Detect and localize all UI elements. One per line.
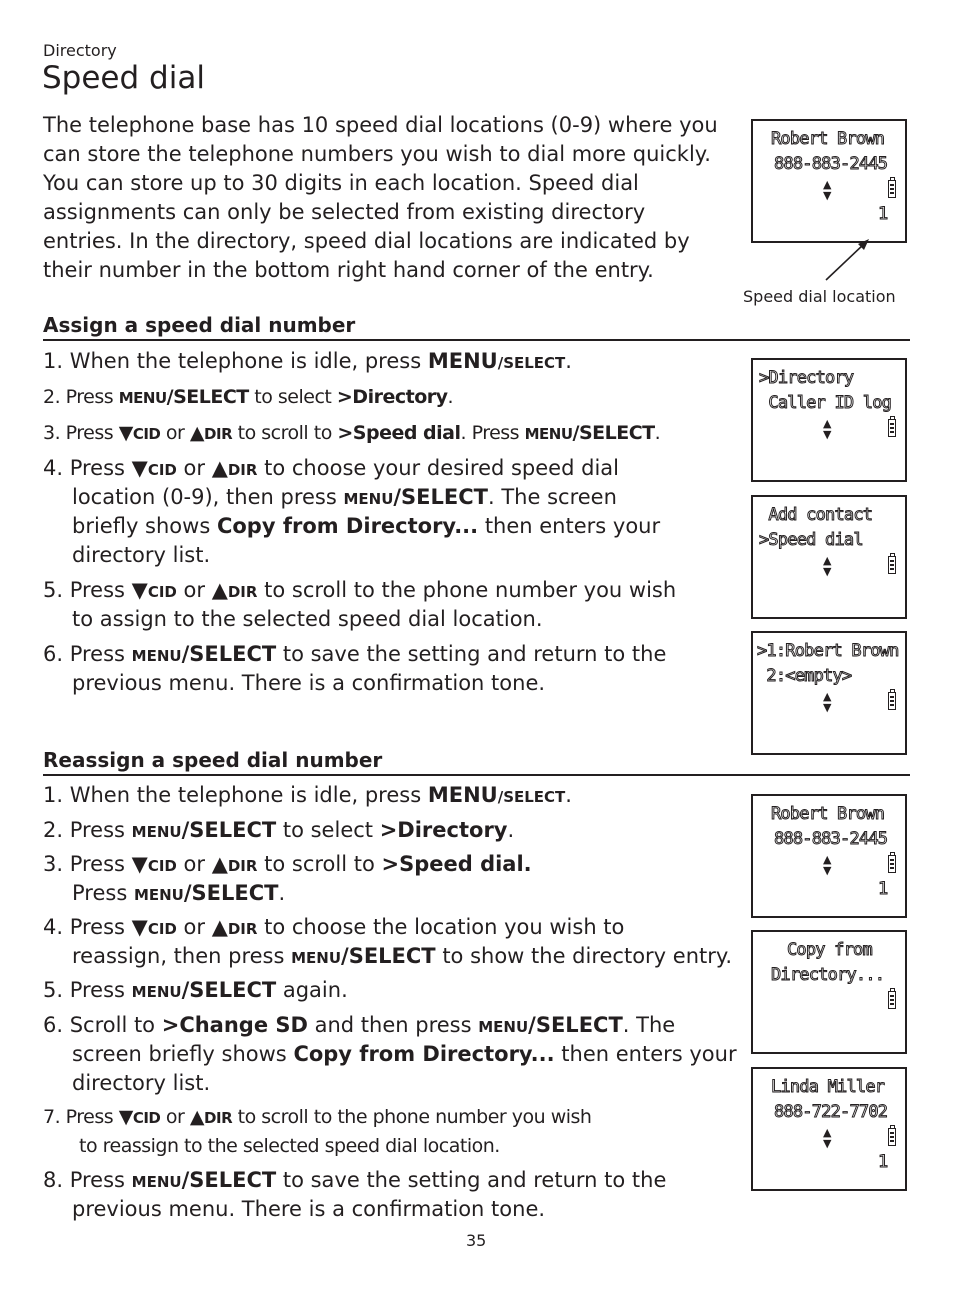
handset-screen-speed-dial-menu [751, 495, 907, 619]
intro-paragraph: The telephone base has 10 speed dial locations (0-9) where you can store the telephone numbers you wish to dial more quickly. You can store up to 30 digits in each location. Speed dial assignments can only be selected from existing directory entries. In the directory, speed dial locations are indicated by their number in the bottom right hand corner of the entry. [43, 113, 718, 282]
screen-line-2: 2:<empty> [757, 666, 852, 686]
screen-line-2: 888-883-2445 [774, 829, 888, 849]
reassign-step-1: 1. When the telephone is idle, press MENU/SELECT. [43, 783, 572, 807]
battery-icon [888, 855, 896, 873]
assign-step-6: 6. Press MENU/SELECT to save the setting and return to the [43, 642, 667, 666]
assign-heading: Assign a speed dial number [43, 313, 910, 341]
reassign-step-3-line-2: Press MENU/SELECT. [72, 881, 286, 905]
speed-dial-location-caption: Speed dial location [743, 287, 896, 306]
assign-step-5-line-2: to assign to the selected speed dial location. [72, 607, 543, 631]
reassign-step-8-line-2: previous menu. There is a confirmation tone. [72, 1197, 546, 1221]
screen-line-2: 888-883-2445 [774, 154, 888, 174]
handset-screen-speed-dial-entry [751, 794, 907, 918]
handset-screen-speed-dial-list [751, 631, 907, 755]
scroll-arrows-icon: ▲ ▼ [823, 690, 832, 714]
reassign-step-6-line-2: screen briefly shows Copy from Directory... then enters your [72, 1042, 737, 1066]
assign-step-6-line-2: previous menu. There is a confirmation tone. [72, 671, 546, 695]
reassign-step-8: 8. Press MENU/SELECT to save the setting and return to the [43, 1168, 667, 1192]
assign-step-2: 2. Press MENU/SELECT to select >Directory. [43, 386, 454, 408]
reassign-step-2: 2. Press MENU/SELECT to select >Directory. [43, 818, 515, 842]
pointer-arrow-icon [820, 236, 872, 284]
screen-line-1: Copy from [787, 940, 872, 960]
screen-line-1: >1:Robert Brown [757, 641, 899, 661]
battery-icon [888, 180, 896, 198]
scroll-arrows-icon: ▲ ▼ [823, 554, 832, 578]
handset-screen-speed-dial-entry [751, 119, 907, 243]
screen-line-2: 888-722-7702 [774, 1102, 888, 1122]
battery-icon [888, 556, 896, 574]
screen-line-2: Directory... [771, 965, 885, 985]
assign-step-5: 5. Press ▼CID or ▲DIR to scroll to the phone number you wish [43, 578, 677, 602]
assign-step-3: 3. Press ▼CID or ▲DIR to scroll to >Speed dial. Press MENU/SELECT. [43, 422, 661, 444]
scroll-arrows-icon: ▲ ▼ [823, 417, 832, 441]
speed-dial-location-number: 1 [878, 204, 889, 224]
screen-line-1: Linda Miller [771, 1077, 885, 1097]
section-label: Directory [43, 41, 117, 60]
page-title: Speed dial [42, 60, 205, 96]
battery-icon [888, 1128, 896, 1146]
assign-step-4-line-3: briefly shows Copy from Directory... then enters your [72, 514, 661, 538]
assign-step-1: 1. When the telephone is idle, press MENU/SELECT. [43, 349, 572, 373]
assign-step-4-line-2: location (0-9), then press MENU/SELECT. The screen [72, 485, 617, 509]
handset-screen-speed-dial-entry-new [751, 1067, 907, 1191]
page-number: 35 [466, 1231, 487, 1250]
reassign-step-4-line-2: reassign, then press MENU/SELECT to show the directory entry. [72, 944, 732, 968]
reassign-step-5: 5. Press MENU/SELECT again. [43, 978, 348, 1002]
scroll-arrows-icon: ▲ ▼ [823, 853, 832, 877]
scroll-arrows-icon: ▲ ▼ [823, 1126, 832, 1150]
reassign-heading: Reassign a speed dial number [43, 748, 910, 776]
reassign-step-7: 7. Press ▼CID or ▲DIR to scroll to the phone number you wish [43, 1106, 592, 1128]
screen-line-1: >Directory [759, 368, 854, 388]
speed-dial-location-number: 1 [878, 1152, 889, 1172]
handset-screen-directory-menu [751, 358, 907, 482]
handset-screen-copy-from-directory [751, 930, 907, 1054]
battery-icon [888, 419, 896, 437]
screen-line-2: >Speed dial [759, 530, 863, 550]
assign-step-4-line-4: directory list. [72, 543, 211, 567]
reassign-step-7-line-2: to reassign to the selected speed dial location. [79, 1135, 500, 1157]
screen-line-2: Caller ID log [759, 393, 892, 413]
battery-icon [888, 991, 896, 1009]
reassign-step-3: 3. Press ▼CID or ▲DIR to scroll to >Speed dial. [43, 852, 532, 876]
scroll-arrows-icon: ▲ ▼ [823, 178, 832, 202]
reassign-step-6: 6. Scroll to >Change SD and then press MENU/SELECT. The [43, 1013, 676, 1037]
screen-line-1: Add contact [759, 505, 873, 525]
speed-dial-location-number: 1 [878, 879, 889, 899]
battery-icon [888, 692, 896, 710]
reassign-step-4: 4. Press ▼CID or ▲DIR to choose the location you wish to [43, 915, 625, 939]
screen-line-1: Robert Brown [771, 804, 885, 824]
reassign-step-6-line-3: directory list. [72, 1071, 211, 1095]
screen-line-1: Robert Brown [771, 129, 885, 149]
assign-step-4: 4. Press ▼CID or ▲DIR to choose your desired speed dial [43, 456, 619, 480]
